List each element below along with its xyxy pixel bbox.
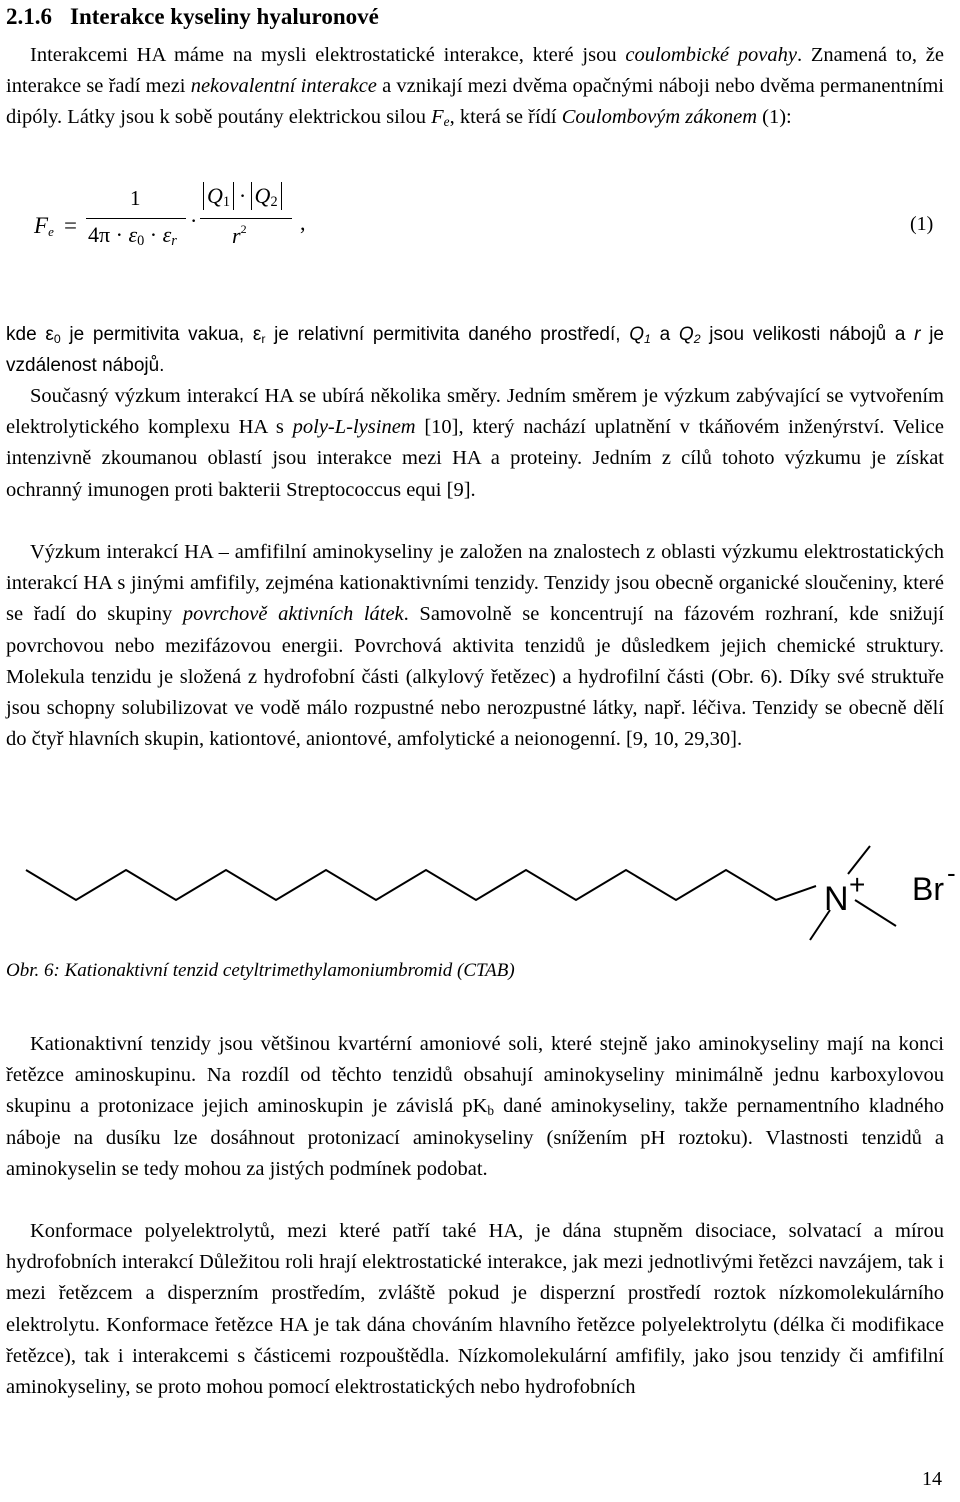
paragraph-konformace: Konformace polyelektrolytů, mezi které patří také HA, je dána stupněm disociace, solvatací a mírou hydrofobních interakcí Důležitou roli hrají elektrostatické interakce, jak mezi jednotlivými řetězci navzájem, tak i mezi řetězcem a disperzním prostředím, zvláště pokud je disperzní prostředí roztok nízkomolekulárního elektrolytu. Konformace řetězce HA je tak dána chováním hlavního řetězce polyelektrolytu (délka či modifikace řetězce), tak i interakcemi s částicemi rozpouštědla. Nízkomolekulární amfifily, jako jsou tenzidy či amfifilní aminokyseliny, se proto mohou pomocí elektrostatických nebo hydrofobních	[6, 1220, 944, 1399]
fraction-bar-1	[86, 218, 186, 219]
fraction-bar-2	[200, 218, 292, 219]
where-paragraph: kde $\varepsilon_0$ je permitivita vakua, $\varepsilon_r$ je relativní permitivita daného prostředí, $Q_1$ a $Q_2$ jsou velikosti nábojů a r je vzdálenost nábojů.	[6, 324, 944, 377]
page-number: 14	[922, 1468, 942, 1490]
ctab-structure-drawing	[0, 838, 960, 958]
ctab-structure	[0, 838, 960, 958]
negative-charge: -	[947, 858, 956, 888]
formula-dot: ·	[190, 208, 198, 233]
nitrogen-atom: N	[824, 880, 849, 918]
intro-paragraph: Interakcemi HA máme na mysli elektrostatické interakce, které jsou coulombické povahy. Znamená to, že interakce se řadí mezi nekovalentní interakce a vznikají mezi dvěma opačnými náboji nebo dvěma permanentními dipóly. Látky jsou k sobě poutány elektrickou silou $F_e$, která se řídí Coulombovým zákonem (1):	[6, 44, 944, 130]
formula-numerator-2: $Q_1 \cdot Q_2$	[203, 182, 282, 210]
methyl-bond-right	[855, 900, 896, 926]
bromide-ion: Br	[912, 871, 944, 907]
section-title: Interakce kyseliny hyaluronové	[70, 4, 379, 29]
formula-comma: ,	[300, 210, 306, 235]
section-heading	[6, 4, 379, 30]
formula-numerator-one: 1	[130, 186, 141, 210]
formula-lhs: $F_e$	[34, 213, 54, 239]
equation-number: (1)	[910, 213, 934, 235]
formula-denominator-2: $r^2$	[232, 222, 247, 248]
formula-denominator-1: $4\pi \cdot \varepsilon_0 \cdot \varepsilon_r$	[88, 222, 177, 249]
paragraph-tenzidy: Výzkum interakcí HA – amfifilní aminokyseliny je založen na znalostech z oblasti výzkumu elektrostatických interakcí HA s jinými amfifily, zejména kationaktivními tenzidy. Tenzidy jsou obecně organické sloučeniny, které se řadí do skupiny povrchově aktivních látek. Samovolně se koncentrují na fázovém rozhraní, kde snižují povrchovou nebo mezifázovou energii. Povrchová aktivita tenzidů je důsledkem jejich chemické struktury. Molekula tenzidu je složená z hydrofobní části (alkylový řetězec) a hydrofilní části (Obr. 6). Díky své struktuře jsou schopny solubilizovat ve vodě málo rozpustné nebo nerozpustné látky, např. léčiva. Tenzidy se obecně dělí do čtyř hlavních skupin, kationtové, aniontové, amfolytické a neionogenní. [9, 10, 29,30].	[6, 541, 945, 751]
formula-equals: =	[64, 213, 77, 238]
section-number: 2.1.6	[6, 4, 52, 29]
positive-charge: +	[849, 869, 866, 900]
alkyl-chain	[26, 870, 816, 900]
paragraph-research: Současný výzkum interakcí HA se ubírá několika směry. Jedním směrem je výzkum zabývající se vytvořením elektrolytického komplexu HA s poly-L-lysinem [10], který nachází uplatnění v tkáňovém inženýrství. Velice intenzivně zkoumanou oblastí jsou interakce mezi HA a proteiny. Jedním z cílů tohoto výzkumu je získat ochranný imunogen proti bakterii Streptococcus equi [9].	[6, 385, 944, 501]
figure-caption: Obr. 6: Kationaktivní tenzid cetyltrimethylamoniumbromid (CTAB)	[6, 960, 515, 981]
paragraph-kationaktivni: Kationaktivní tenzidy jsou většinou kvartérní amoniové soli, které stejně jako aminokyseliny mají na konci řetězce aminoskupinu. Na rozdíl od těchto tenzidů obsahují aminokyseliny minimálně jednu karboxylovou skupinu a protonizace jejich aminoskupin je závislá $pK_b$ dané aminokyseliny, takže pernamentního kladného náboje na dusíku lze dosáhnout protonizací aminokyseliny (snížením pH roztoku). Vlastnosti tenzidů a aminokyselin se tedy mohou za jistých podmínek podobat.	[6, 1033, 944, 1180]
coulomb-formula	[0, 180, 960, 280]
